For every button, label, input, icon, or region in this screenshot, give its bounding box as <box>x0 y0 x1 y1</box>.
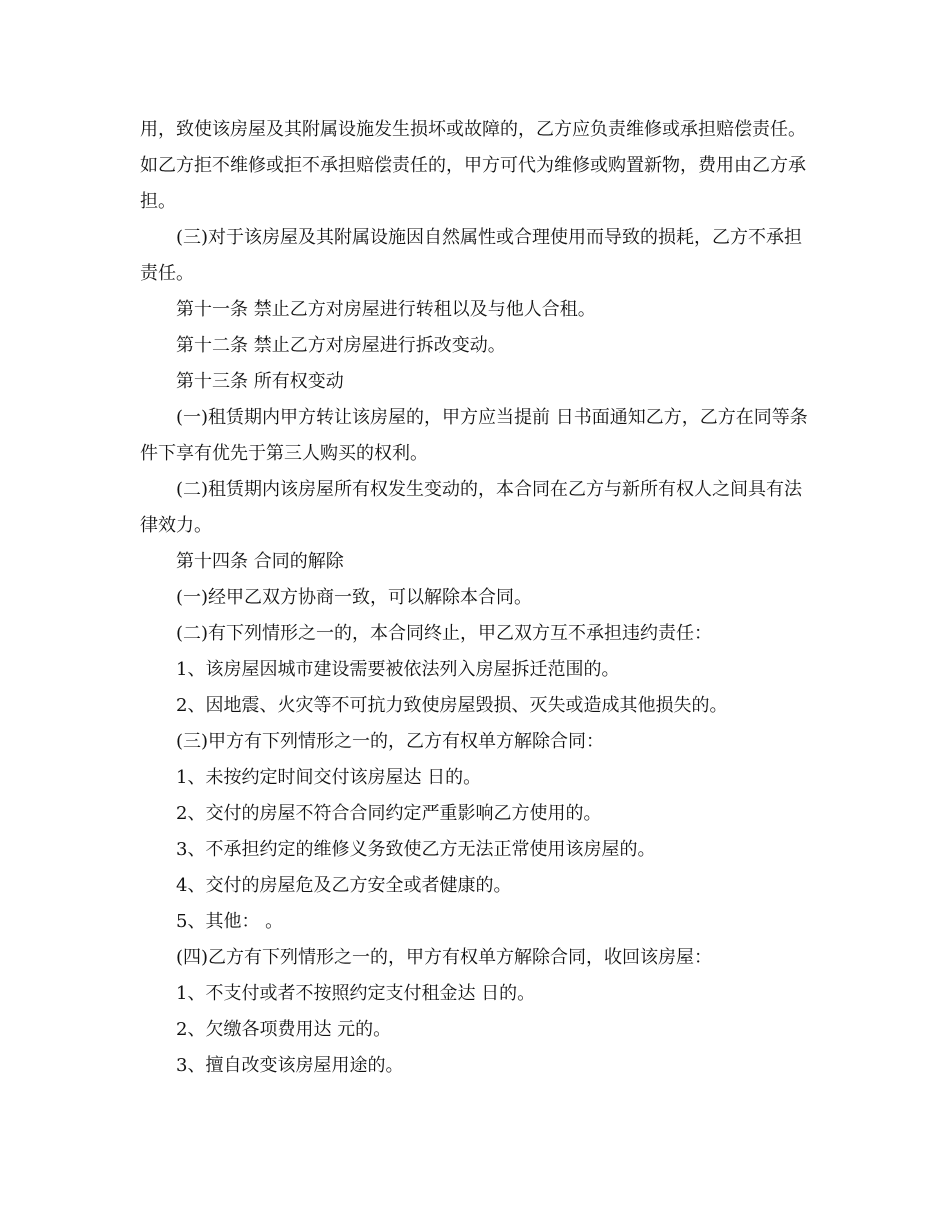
list-item: 2、交付的房屋不符合合同约定严重影响乙方使用的。 <box>176 803 602 824</box>
paragraph-clause-14-2: (二)有下列情形之一的，本合同终止，甲乙双方互不承担违约责任： <box>176 623 713 644</box>
list-item: 3、擅自改变该房屋用途的。 <box>176 1055 404 1076</box>
article-14-heading: 第十四条 合同的解除 <box>176 551 344 572</box>
list-item: 5、其他： 。 <box>176 911 284 932</box>
list-item: 3、不承担约定的维修义务致使乙方无法正常使用该房屋的。 <box>176 839 656 860</box>
article-13-heading: 第十三条 所有权变动 <box>176 371 344 392</box>
list-item: 2、因地震、火灾等不可抗力致使房屋毁损、灭失或造成其他损失的。 <box>176 695 728 716</box>
list-item: 1、该房屋因城市建设需要被依法列入房屋拆迁范围的。 <box>176 659 620 680</box>
list-item: 4、交付的房屋危及乙方安全或者健康的。 <box>176 875 512 896</box>
article-11: 第十一条 禁止乙方对房屋进行转租以及与他人合租。 <box>176 299 596 320</box>
document-body <box>140 112 815 1084</box>
list-item: 1、不支付或者不按照约定支付租金达 日的。 <box>176 983 536 1004</box>
paragraph-clause-14-3: (三)甲方有下列情形之一的，乙方有权单方解除合同： <box>176 731 605 752</box>
paragraph-clause-14-1: (一)经甲乙双方协商一致，可以解除本合同。 <box>176 587 533 608</box>
list-item: 2、欠缴各项费用达 元的。 <box>176 1019 392 1040</box>
article-12: 第十二条 禁止乙方对房屋进行拆改变动。 <box>176 335 506 356</box>
list-item: 1、未按约定时间交付该房屋达 日的。 <box>176 767 482 788</box>
paragraph-continuation: 用，致使该房屋及其附属设施发生损坏或故障的，乙方应负责维修或承担赔偿责任。如乙方拒不维修或拒不承担赔偿责任的，甲方可代为维修或购置新物，费用由乙方承担。 <box>140 119 806 212</box>
paragraph-clause-13-1: (一)租赁期内甲方转让该房屋的，甲方应当提前 日书面通知乙方，乙方在同等条件下享有优先于第三人购买的权利。 <box>140 407 808 464</box>
paragraph-clause-13-2: (二)租赁期内该房屋所有权发生变动的，本合同在乙方与新所有权人之间具有法律效力。 <box>140 479 803 536</box>
paragraph-clause-10-3: (三)对于该房屋及其附属设施因自然属性或合理使用而导致的损耗，乙方不承担责任。 <box>140 227 803 284</box>
paragraph-clause-14-4: (四)乙方有下列情形之一的，甲方有权单方解除合同，收回该房屋： <box>176 947 713 968</box>
